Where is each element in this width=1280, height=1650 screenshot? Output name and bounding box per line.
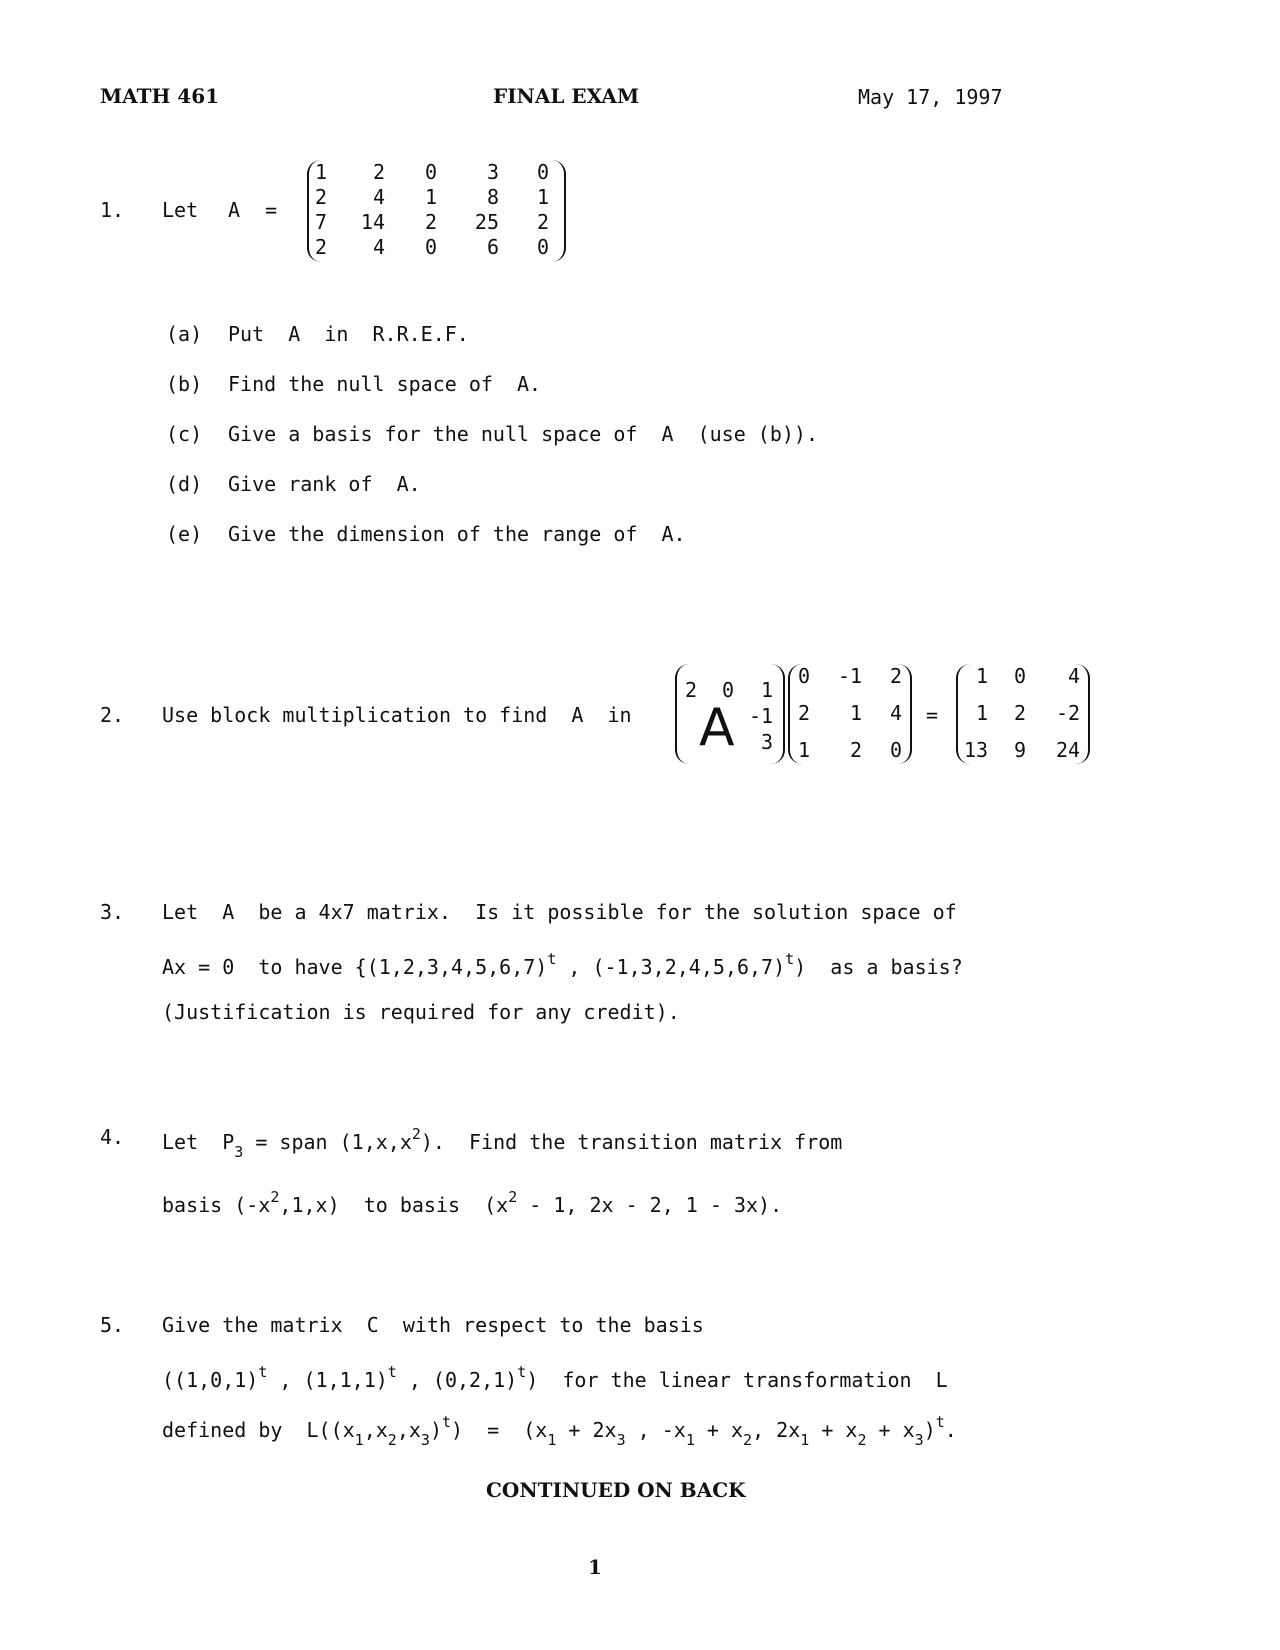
q1-part-c-text: Give a basis for the null space of A (use (b)). [228,422,819,446]
q1-matrix [307,160,566,262]
q2-left-matrix [675,664,785,764]
unknown-block-a: A [699,698,735,758]
q4-number: 4. [100,1125,125,1149]
matrix-cell: -1 [749,704,774,728]
exam-date: May 17, 1997 [858,85,1003,109]
q2-text: Use block multiplication to find A in [162,703,632,727]
matrix-cell: 8 [486,185,499,209]
matrix-cell: 0 [798,664,811,688]
q2-number: 2. [100,703,125,727]
matrix-cell: 1 [424,185,437,209]
matrix-cell: 0 [536,160,549,184]
q2-equals: = [926,703,939,727]
matrix-cell: 13 [964,738,989,762]
matrix-cell: -1 [838,664,863,688]
matrix-cell: 1 [761,678,774,702]
matrix-cell: 4 [1068,664,1081,688]
matrix-cell: 3 [486,160,499,184]
matrix-cell: 2 [798,701,811,725]
q1-symbol-a: A [228,198,241,222]
q3-line2: Ax = 0 to have {$(1,2,3,4,5,6,7)^t$ , $(-1,3,2,4,5,6,7)^t$) as a basis? [162,950,963,979]
q2-middle-matrix [788,664,912,764]
q3-line1: Let A be a 4x7 matrix. Is it possible for the solution space of [162,900,957,924]
matrix-cell: 2 [536,210,549,234]
q2-right-matrix [956,664,1090,764]
q1-number: 1. [100,198,125,222]
q4-line1: Let $P_3$ = span $(1,x,x^2)$. Find the transition matrix from [162,1125,843,1161]
matrix-cell: 0 [536,235,549,259]
matrix-cell: 1 [315,160,328,184]
matrix-cell: 2 [315,185,328,209]
matrix-cell: 2 [890,664,903,688]
matrix-cell: 4 [372,235,385,259]
matrix-cell: 2 [424,210,437,234]
q5-line3: defined by $L((x_1,x_2,x_3)^t) = (x_1 + 2x_3$ , $-x_1 + x_2$, $2x_1 + x_2 + x_3)^t$. [162,1413,957,1449]
q3-number: 3. [100,900,125,924]
matrix-cell: 4 [372,185,385,209]
q5-line2: ($(1,0,1)^t$ , $(1,1,1)^t$ , $(0,2,1)^t$) for the linear transformation L [162,1363,948,1392]
q5-line1: Give the matrix C with respect to the basis [162,1313,704,1337]
q4-line2: basis $(-x^2,1,x)$ to basis ($x^2 - 1$, 2x - 2, 1 - 3x). [162,1188,783,1217]
course-code: MATH 461 [100,84,220,108]
q1-part-b-label: (b) [166,372,203,396]
matrix-cell: 1 [798,738,811,762]
matrix-cell: 7 [315,210,328,234]
matrix-cell: 6 [486,235,499,259]
matrix-cell: 2 [685,678,698,702]
q1-part-e-label: (e) [166,522,203,546]
page-number: 1 [588,1555,602,1579]
matrix-cell: 2 [315,235,328,259]
q1-part-d-text: Give rank of A. [228,472,421,496]
matrix-cell: 2 [1014,701,1027,725]
matrix-cell: 2 [850,738,863,762]
q5-number: 5. [100,1313,125,1337]
matrix-cell: 25 [474,210,499,234]
matrix-cell: 24 [1056,738,1081,762]
continued-note: CONTINUED ON BACK [486,1478,746,1502]
matrix-cell: -2 [1056,701,1081,725]
matrix-cell: 14 [360,210,385,234]
matrix-cell: 0 [424,235,437,259]
matrix-cell: 0 [890,738,903,762]
matrix-cell: 0 [1014,664,1027,688]
q3-line3: (Justification is required for any credit). [162,1000,680,1024]
matrix-cell: 1 [850,701,863,725]
matrix-cell: 1 [976,664,989,688]
q1-part-d-label: (d) [166,472,203,496]
matrix-cell: 1 [536,185,549,209]
q1-let: Let [162,198,199,222]
matrix-cell: 4 [890,701,903,725]
matrix-cell: 1 [976,701,989,725]
q1-part-c-label: (c) [166,422,203,446]
matrix-cell: 0 [424,160,437,184]
matrix-cell: 0 [722,678,735,702]
q1-equals: = [265,198,278,222]
q1-part-e-text: Give the dimension of the range of A. [228,522,686,546]
q1-part-a-label: (a) [166,322,203,346]
matrix-cell: 3 [761,730,774,754]
q1-part-a-text: Put A in R.R.E.F. [228,322,469,346]
matrix-cell: 9 [1014,738,1027,762]
exam-title: FINAL EXAM [493,84,640,108]
q1-part-b-text: Find the null space of A. [228,372,542,396]
matrix-cell: 2 [372,160,385,184]
